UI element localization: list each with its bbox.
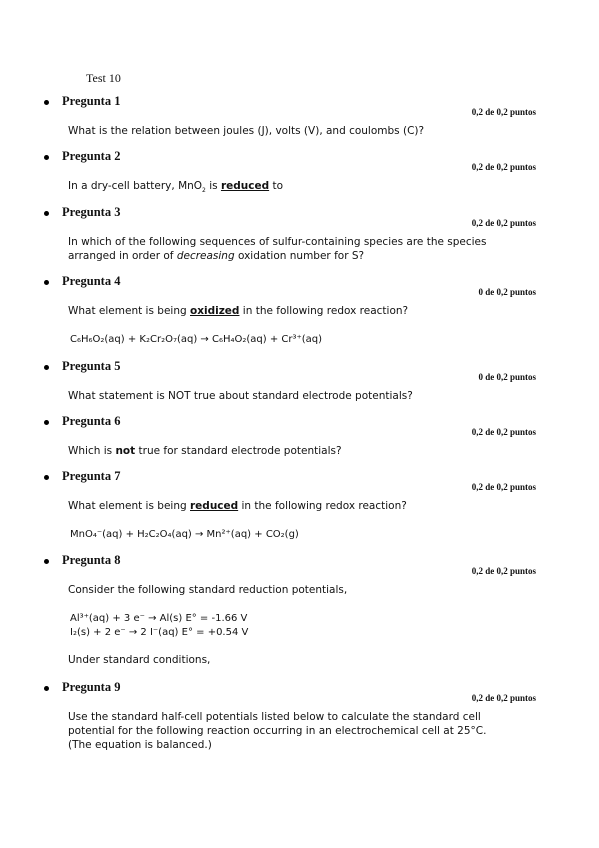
question-label[interactable]: Pregunta 4	[62, 274, 121, 288]
emphasis-word: reduced	[190, 500, 239, 512]
question-text: In which of the following sequences of sulfur-containing species are the species arranged in order of decreasing oxidation number for S?	[68, 236, 487, 262]
score-label: 0 de 0,2 puntos	[478, 372, 536, 382]
test-title: Test 10	[86, 71, 121, 85]
redox-equation: MnO₄⁻(aq) + H₂C₂O₄(aq) → Mn²⁺(aq) + CO₂(g)	[70, 529, 299, 540]
question-label[interactable]: Pregunta 2	[62, 149, 121, 163]
question-text: Use the standard half-cell potentials listed below to calculate the standard cell potential for the following reaction occurring in an electrochemical cell at 25°C. (The equation is balanced.)	[68, 711, 487, 751]
question-label[interactable]: Pregunta 5	[62, 359, 121, 373]
score-label: 0,2 de 0,2 puntos	[471, 482, 536, 492]
question-text: In a dry-cell battery, MnO$_2$ is reduced to	[68, 180, 283, 195]
bullet-icon	[44, 420, 49, 425]
score-label: 0,2 de 0,2 puntos	[471, 162, 536, 172]
score-label: 0,2 de 0,2 puntos	[471, 427, 536, 437]
question-label[interactable]: Pregunta 1	[62, 94, 121, 108]
question-intro: Consider the following standard reduction potentials,	[68, 584, 348, 596]
question-text: Which is not true for standard electrode potentials?	[68, 445, 342, 457]
bullet-icon	[44, 155, 49, 160]
score-label: 0,2 de 0,2 puntos	[471, 693, 536, 703]
score-label: 0,2 de 0,2 puntos	[471, 107, 536, 117]
bullet-icon	[44, 280, 49, 285]
question-label[interactable]: Pregunta 7	[62, 469, 121, 483]
redox-equation: C₆H₆O₂(aq) + K₂Cr₂O₇(aq) → C₆H₄O₂(aq) + Cr³⁺(aq)	[70, 334, 323, 345]
question-label[interactable]: Pregunta 9	[62, 680, 121, 694]
question-label[interactable]: Pregunta 6	[62, 414, 121, 428]
reduction-potential-2: I₂(s) + 2 e⁻ → 2 I⁻(aq) E° = +0.54 V	[70, 627, 249, 638]
emphasis-word: oxidized	[190, 305, 240, 317]
score-label: 0,2 de 0,2 puntos	[471, 218, 536, 228]
bullet-icon	[44, 686, 49, 691]
bullet-icon	[44, 100, 49, 105]
question-text: What is the relation between joules (J), volts (V), and coulombs (C)?	[68, 125, 425, 137]
bullet-icon	[44, 211, 49, 216]
bullet-icon	[44, 559, 49, 564]
bullet-icon	[44, 475, 49, 480]
score-label: 0,2 de 0,2 puntos	[471, 566, 536, 576]
reduction-potential-1: Al³⁺(aq) + 3 e⁻ → Al(s) E° = -1.66 V	[70, 613, 248, 624]
question-outro: Under standard conditions,	[68, 654, 211, 666]
emphasis-word: not	[115, 445, 136, 457]
question-text: What statement is NOT true about standard electrode potentials?	[68, 390, 413, 402]
question-text: What element is being reduced in the following redox reaction?	[68, 500, 407, 512]
question-text: What element is being oxidized in the following redox reaction?	[68, 305, 409, 317]
question-label[interactable]: Pregunta 3	[62, 205, 121, 219]
question-label[interactable]: Pregunta 8	[62, 553, 121, 567]
bullet-icon	[44, 365, 49, 370]
emphasis-word: reduced	[220, 180, 270, 192]
score-label: 0 de 0,2 puntos	[478, 287, 536, 297]
